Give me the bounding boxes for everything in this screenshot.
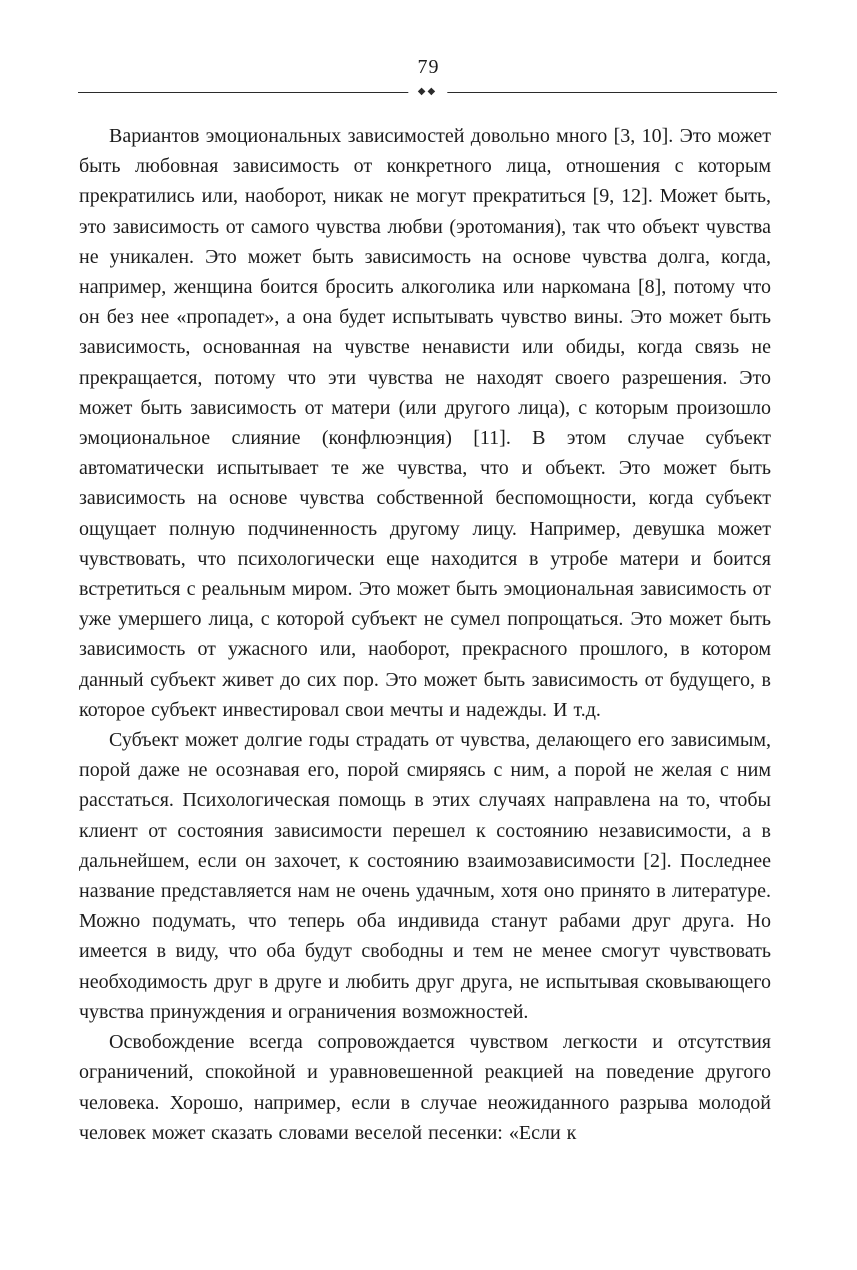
- paragraph: Вариантов эмоциональных зависимостей довольно много [3, 10]. Это может быть любовная зависимость от конкретного лица, отношения с которым прекратились или, наоборот, никак не могут прекратиться [9, 12]. Может быть, это зависимость от самого чувства любви (эротомания), так что объект чувства не уникален. Это может быть зависимость на основе чувства долга, когда, например, женщина боится бросить алкоголика или наркомана [8], потому что он без нее «пропадет», а она будет испытывать чувство вины. Это может быть зависимость, основанная на чувстве ненависти или обиды, когда связь не прекращается, потому что эти чувства не находят своего разрешения. Это может быть зависимость от матери (или другого лица), с которым произошло эмоциональное слияние (конфлюэнция) [11]. В этом случае субъект автоматически испытывает те же чувства, что и объект. Это может быть зависимость на основе чувства собственной беспомощности, когда субъект ощущает полную подчиненность другому лицу. Например, девушка может чувствовать, что психологически еще находится в утробе матери и боится встретиться с реальным миром. Это может быть эмоциональная зависимость от уже умершего лица, с которой субъект не сумел попрощаться. Это может быть зависимость от ужасного или, наоборот, прекрасного прошлого, в котором данный субъект живет до сих пор. Это может быть зависимость от будущего, в которое субъект инвестировал свои мечты и надежды. И т.д.: [79, 125, 771, 721]
- page-number: 79: [417, 56, 440, 78]
- divider-ornament-icon: ◆◆: [408, 84, 447, 100]
- page-body-text: [79, 121, 771, 1148]
- page-header: [0, 0, 857, 79]
- header-divider: [78, 87, 777, 101]
- paragraph: Субъект может долгие годы страдать от чувства, делающего его зависимым, порой даже не осознавая его, порой смиряясь с ним, а порой не желая с ним расстаться. Психологическая помощь в этих случаях направлена на то, чтобы клиент от состояния зависимости перешел к состоянию независимости, а в дальнейшем, если он захочет, к состоянию взаимозависимости [2]. Последнее название представляется нам не очень удачным, хотя оно принято в литературе. Можно подумать, что теперь оба индивида станут рабами друг друга. Но имеется в виду, что оба будут свободны и тем не менее смогут чувствовать необходимость друг в друге и любить друг друга, не испытывая сковывающего чувства принуждения и ограничения возможностей.: [79, 729, 771, 1023]
- paragraph: Освобождение всегда сопровождается чувством легкости и отсутствия ограничений, спокойной и уравновешенной реакцией на поведение другого человека. Хорошо, например, если в случае неожиданного разрыва молодой человек может сказать словами веселой песенки: «Если к: [79, 1031, 771, 1144]
